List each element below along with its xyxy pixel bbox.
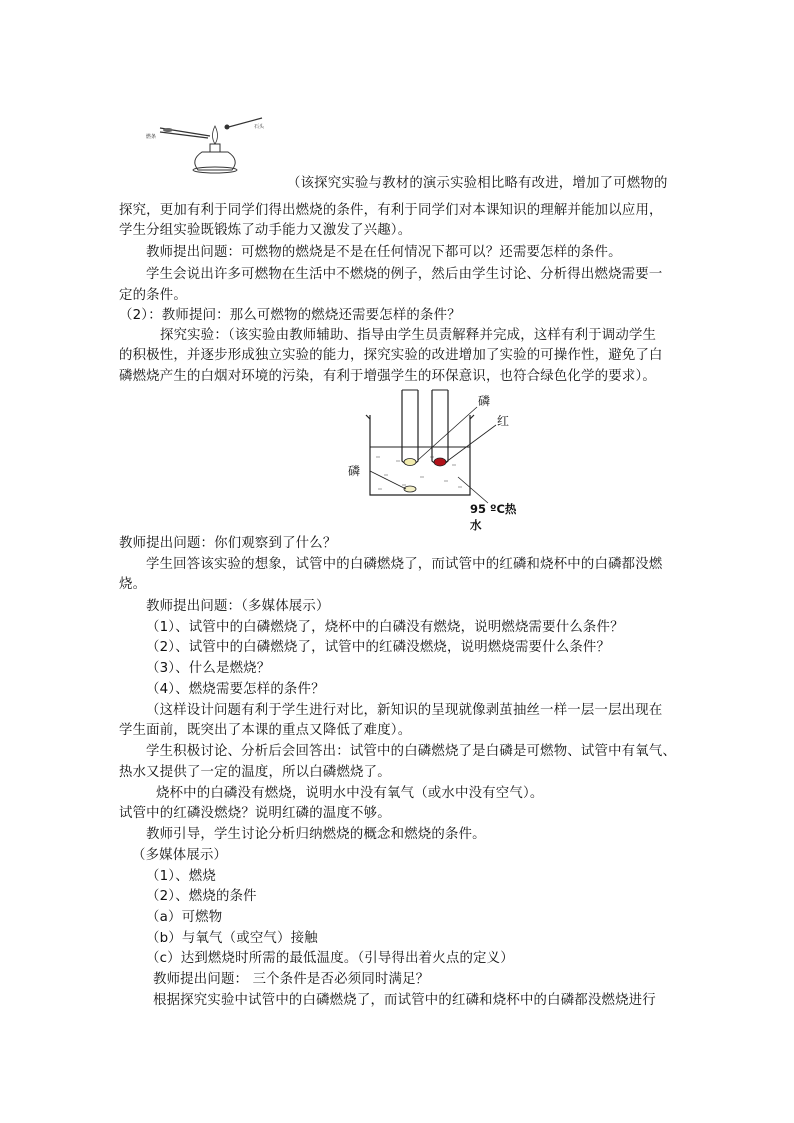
text-line: （4）、燃烧需要怎样的条件？ <box>146 682 325 697</box>
text-line: 热水又提供了一定的温度，所以白磷燃烧了。 <box>119 765 391 780</box>
text-line: （1）、试管中的白磷燃烧了，烧杯中的白磷没有燃烧，说明燃烧需要什么条件？ <box>146 620 624 635</box>
text-line: 学生面前，既突出了本课的重点又降低了难度）。 <box>119 723 412 738</box>
text-line: （2）：教师提问：那么可燃物的燃烧还需要怎样的条件？ <box>119 308 461 323</box>
text-line: 烧杯中的白磷没有燃烧，说明水中没有氧气（或水中没有空气）。 <box>156 786 544 801</box>
text-line: 学生回答该实验的想象，试管中的白磷燃烧了，而试管中的红磷和烧杯中的白磷都没燃 <box>146 557 663 572</box>
text-line: 根据探究实验中试管中的白磷燃烧了，而试管中的红磷和烧杯中的白磷都没燃烧进行 <box>153 993 656 1008</box>
text-line: 教师提出问题：你们观察到了什么？ <box>119 536 337 551</box>
beaker-test-tube-figure <box>340 385 530 533</box>
text-line: （b）与氧气（或空气）接触 <box>146 931 318 946</box>
text-line: 试管中的红磷没燃烧？说明红磷的温度不够。 <box>119 806 391 821</box>
text-line: （1）、燃烧 <box>146 869 216 884</box>
figure1-label-left: 燃条 <box>146 134 157 140</box>
text-line: 定的条件。 <box>119 288 187 303</box>
label-red: 红 <box>497 414 510 428</box>
text-line: （2）、燃烧的条件 <box>146 889 257 904</box>
text-line: （3）、什么是燃烧？ <box>146 661 271 676</box>
text-line: 教师引导，学生讨论分析归纳燃烧的概念和燃烧的条件。 <box>146 827 486 842</box>
text-line: （c）达到燃烧时所需的最低温度。（引导得出着火点的定义） <box>146 951 514 966</box>
label-phosphorus-left: 磷 <box>348 464 361 478</box>
text-line: 的积极性，并逐步形成独立实验的能力，探究实验的改进增加了实验的可操作性，避免了白 <box>119 348 663 363</box>
text-line: 烧。 <box>119 577 147 592</box>
label-hot-water-1: 95 ºC热 <box>470 502 517 516</box>
text-line: 教师提出问题： 三个条件是否必须同时满足？ <box>153 972 430 987</box>
text-line: （a）可燃物 <box>146 910 223 925</box>
label-hot-water-2: 水 <box>470 518 482 532</box>
figure1-label-right: 石头 <box>254 124 265 130</box>
text-line: （2）、试管中的白磷燃烧了，试管中的红磷没燃烧，说明燃烧需要什么条件？ <box>146 640 611 655</box>
text-line: 磷燃烧产生的白烟对环境的污染，有利于增强学生的环保意识，也符合绿色化学的要求）。 <box>119 369 656 384</box>
text-line: 学生积极讨论、分析后会回答出：试管中的白磷燃烧了是白磷是可燃物、试管中有氧气、 <box>146 744 677 759</box>
text-line: 学生分组实验既锻炼了动手能力又激发了兴趣）。 <box>119 223 412 238</box>
text-line: （多媒体展示） <box>132 848 228 863</box>
text-line: 学生会说出许多可燃物在生活中不燃烧的例子，然后由学生讨论、分析得出燃烧需要一 <box>146 267 663 282</box>
text-line: （该探究实验与教材的演示实验相比略有改进，增加了可燃物的 <box>287 176 668 191</box>
text-line: 教师提出问题：可燃物的燃烧是不是在任何情况下都可以？还需要怎样的条件。 <box>146 245 622 260</box>
text-line: 探究实验：（该实验由教师辅助、指导由学生员责解释并完成，这样有利于调动学生 <box>160 328 657 343</box>
alcohol-lamp-figure <box>140 110 280 182</box>
label-phosphorus-top: 磷 <box>478 394 491 408</box>
text-line: 探究，更加有利于同学们得出燃烧的条件，有利于同学们对本课知识的理解并能加以应用， <box>119 203 663 218</box>
text-line: （这样设计问题有利于学生进行对比，新知识的呈现就像剥茧抽丝一样一层一层出现在 <box>146 703 663 718</box>
text-line: 教师提出问题：（多媒体展示） <box>146 599 330 614</box>
